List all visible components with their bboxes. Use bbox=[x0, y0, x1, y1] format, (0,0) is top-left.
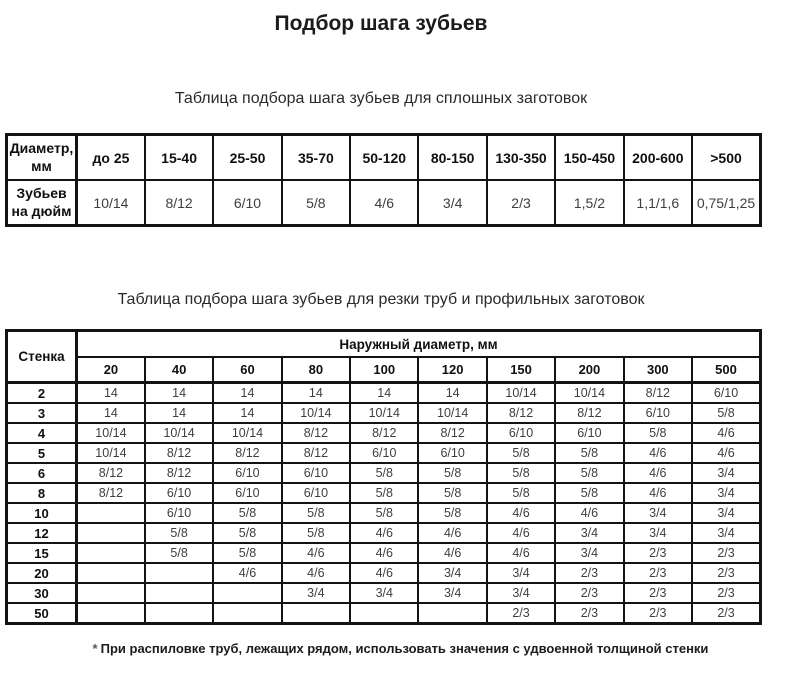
pipe-profile-table bbox=[5, 329, 762, 625]
diameter-column-header: 500 bbox=[692, 357, 760, 383]
diameter-range-header: 25-50 bbox=[213, 135, 281, 181]
pitch-value-cell: 10/14 bbox=[77, 443, 145, 463]
pitch-value-cell: 8/12 bbox=[145, 463, 213, 483]
diameter-range-header: 200-600 bbox=[624, 135, 692, 181]
pitch-value-cell: 8/12 bbox=[418, 423, 486, 443]
diameter-column-header: 150 bbox=[487, 357, 555, 383]
diameter-column-header: 100 bbox=[350, 357, 418, 383]
pitch-value-cell: 8/12 bbox=[282, 423, 350, 443]
tpi-value-row bbox=[7, 180, 761, 226]
wall-thickness-header: 10 bbox=[7, 503, 77, 523]
pitch-value-cell: 2/3 bbox=[692, 583, 760, 603]
pitch-value-cell: 10/14 bbox=[487, 383, 555, 404]
pitch-value-cell: 5/8 bbox=[145, 543, 213, 563]
pitch-value-cell bbox=[77, 503, 145, 523]
table-row bbox=[7, 383, 761, 404]
pitch-value-cell: 14 bbox=[282, 383, 350, 404]
pitch-value-cell: 3/4 bbox=[282, 583, 350, 603]
pitch-value-cell: 10/14 bbox=[77, 423, 145, 443]
diameter-column-header: 40 bbox=[145, 357, 213, 383]
pitch-value-cell: 10/14 bbox=[213, 423, 281, 443]
wall-thickness-header: 30 bbox=[7, 583, 77, 603]
pitch-value-cell: 14 bbox=[213, 383, 281, 404]
pitch-value-cell bbox=[213, 583, 281, 603]
pitch-value-cell bbox=[77, 583, 145, 603]
pitch-value-cell bbox=[77, 523, 145, 543]
pitch-value-cell: 4/6 bbox=[692, 423, 760, 443]
diameter-column-header: 80 bbox=[282, 357, 350, 383]
wall-thickness-header: 50 bbox=[7, 603, 77, 624]
pitch-value-cell: 5/8 bbox=[350, 483, 418, 503]
pitch-value-cell: 10/14 bbox=[282, 403, 350, 423]
pitch-value-cell: 14 bbox=[350, 383, 418, 404]
diameter-range-header: до 25 bbox=[77, 135, 145, 181]
pitch-value-cell: 5/8 bbox=[555, 443, 623, 463]
wall-thickness-header: 15 bbox=[7, 543, 77, 563]
pitch-value-cell: 5/8 bbox=[624, 423, 692, 443]
pitch-value-cell: 2/3 bbox=[624, 543, 692, 563]
pitch-value-cell: 5/8 bbox=[418, 483, 486, 503]
pitch-value-cell: 5/8 bbox=[418, 503, 486, 523]
pitch-value-cell bbox=[145, 603, 213, 624]
pitch-value-cell: 4/6 bbox=[350, 543, 418, 563]
diameter-range-header: 35-70 bbox=[282, 135, 350, 181]
pitch-value-cell: 4/6 bbox=[487, 503, 555, 523]
wall-thickness-header: 12 bbox=[7, 523, 77, 543]
pitch-value-cell: 8/12 bbox=[282, 443, 350, 463]
pitch-value-cell bbox=[77, 603, 145, 624]
pitch-value-cell: 5/8 bbox=[555, 483, 623, 503]
pitch-value-cell: 2/3 bbox=[692, 563, 760, 583]
table-row bbox=[7, 403, 761, 423]
pitch-value-cell: 6/10 bbox=[213, 463, 281, 483]
table-row bbox=[7, 543, 761, 563]
pitch-value-cell: 3/4 bbox=[555, 543, 623, 563]
pitch-value-cell: 6/10 bbox=[418, 443, 486, 463]
pitch-value-cell: 2/3 bbox=[624, 583, 692, 603]
pitch-value-cell: 3/4 bbox=[692, 523, 760, 543]
pitch-value-cell: 2/3 bbox=[692, 603, 760, 624]
pitch-value-cell: 8/12 bbox=[487, 403, 555, 423]
pitch-value-cell: 4/6 bbox=[282, 543, 350, 563]
pipe-table-caption: Таблица подбора шага зубьев для резки труб и профильных заготовок bbox=[117, 291, 645, 308]
tpi-value-cell: 1,1/1,6 bbox=[624, 180, 692, 226]
tpi-value-cell: 8/12 bbox=[145, 180, 213, 226]
pitch-value-cell bbox=[77, 543, 145, 563]
tpi-value-cell: 0,75/1,25 bbox=[692, 180, 760, 226]
diameter-column-header: 60 bbox=[213, 357, 281, 383]
pitch-value-cell: 4/6 bbox=[350, 563, 418, 583]
pitch-value-cell: 2/3 bbox=[624, 563, 692, 583]
group-header-outer-diameter: Наружный диаметр, мм bbox=[77, 331, 761, 358]
tpi-value-cell: 5/8 bbox=[282, 180, 350, 226]
diameter-range-header: 15-40 bbox=[145, 135, 213, 181]
pitch-value-cell bbox=[418, 603, 486, 624]
pitch-value-cell: 4/6 bbox=[555, 503, 623, 523]
pitch-value-cell: 4/6 bbox=[418, 543, 486, 563]
tpi-value-cell: 1,5/2 bbox=[555, 180, 623, 226]
pitch-value-cell: 6/10 bbox=[624, 403, 692, 423]
pitch-value-cell: 8/12 bbox=[213, 443, 281, 463]
table-row bbox=[7, 423, 761, 443]
pitch-value-cell bbox=[213, 603, 281, 624]
pitch-value-cell: 6/10 bbox=[282, 483, 350, 503]
table-row bbox=[7, 583, 761, 603]
pitch-value-cell: 5/8 bbox=[487, 463, 555, 483]
table-row bbox=[7, 443, 761, 463]
table-row bbox=[7, 603, 761, 624]
solid-stock-table bbox=[5, 133, 762, 227]
pitch-value-cell: 5/8 bbox=[350, 503, 418, 523]
pitch-value-cell: 14 bbox=[213, 403, 281, 423]
pitch-value-cell bbox=[145, 583, 213, 603]
wall-thickness-header: 20 bbox=[7, 563, 77, 583]
pitch-value-cell bbox=[145, 563, 213, 583]
pitch-value-cell: 2/3 bbox=[555, 563, 623, 583]
pitch-value-cell bbox=[282, 603, 350, 624]
pitch-value-cell: 8/12 bbox=[350, 423, 418, 443]
diameter-header-row bbox=[7, 135, 761, 181]
diameter-column-header: 120 bbox=[418, 357, 486, 383]
pitch-value-cell: 3/4 bbox=[692, 483, 760, 503]
pipe-table-body bbox=[7, 383, 761, 624]
pitch-value-cell: 3/4 bbox=[624, 503, 692, 523]
diameter-column-header: 300 bbox=[624, 357, 692, 383]
table-row bbox=[7, 483, 761, 503]
tpi-value-cell: 2/3 bbox=[487, 180, 555, 226]
diameter-range-header: 130-350 bbox=[487, 135, 555, 181]
tpi-value-cell: 10/14 bbox=[77, 180, 145, 226]
pitch-value-cell: 5/8 bbox=[487, 443, 555, 463]
pitch-value-cell: 6/10 bbox=[282, 463, 350, 483]
pitch-value-cell: 2/3 bbox=[555, 603, 623, 624]
pitch-value-cell: 10/14 bbox=[145, 423, 213, 443]
pitch-value-cell: 3/4 bbox=[555, 523, 623, 543]
diameter-columns-row bbox=[7, 357, 761, 383]
pitch-value-cell bbox=[77, 563, 145, 583]
pitch-value-cell: 5/8 bbox=[213, 523, 281, 543]
diameter-range-header: 150-450 bbox=[555, 135, 623, 181]
pitch-value-cell: 3/4 bbox=[692, 503, 760, 523]
pitch-value-cell: 3/4 bbox=[624, 523, 692, 543]
pitch-value-cell: 4/6 bbox=[692, 443, 760, 463]
pitch-value-cell: 2/3 bbox=[692, 543, 760, 563]
pitch-value-cell: 6/10 bbox=[350, 443, 418, 463]
pitch-value-cell: 8/12 bbox=[555, 403, 623, 423]
pitch-value-cell: 6/10 bbox=[145, 483, 213, 503]
pitch-value-cell: 3/4 bbox=[487, 563, 555, 583]
pitch-value-cell: 14 bbox=[145, 383, 213, 404]
pitch-value-cell: 4/6 bbox=[624, 463, 692, 483]
pitch-value-cell: 2/3 bbox=[487, 603, 555, 624]
pitch-value-cell: 2/3 bbox=[555, 583, 623, 603]
solid-table-caption: Таблица подбора шага зубьев для сплошных заготовок bbox=[174, 90, 588, 107]
pitch-value-cell: 14 bbox=[418, 383, 486, 404]
table-row bbox=[7, 463, 761, 483]
pitch-value-cell: 3/4 bbox=[487, 583, 555, 603]
pitch-value-cell: 14 bbox=[77, 403, 145, 423]
diameter-range-header: 80-150 bbox=[418, 135, 486, 181]
pitch-value-cell: 4/6 bbox=[624, 483, 692, 503]
wall-thickness-header: 5 bbox=[7, 443, 77, 463]
table-row bbox=[7, 563, 761, 583]
pitch-value-cell: 4/6 bbox=[487, 523, 555, 543]
pitch-value-cell: 5/8 bbox=[213, 503, 281, 523]
tpi-value-cell: 4/6 bbox=[350, 180, 418, 226]
table-row bbox=[7, 503, 761, 523]
tpi-value-cell: 3/4 bbox=[418, 180, 486, 226]
pitch-value-cell: 4/6 bbox=[213, 563, 281, 583]
wall-thickness-header: 2 bbox=[7, 383, 77, 404]
pitch-value-cell: 4/6 bbox=[487, 543, 555, 563]
diameter-range-header: >500 bbox=[692, 135, 760, 181]
diameter-column-header: 20 bbox=[77, 357, 145, 383]
pitch-value-cell: 2/3 bbox=[624, 603, 692, 624]
pitch-value-cell: 6/10 bbox=[487, 423, 555, 443]
pitch-value-cell: 10/14 bbox=[418, 403, 486, 423]
diameter-column-header: 200 bbox=[555, 357, 623, 383]
wall-thickness-header: 3 bbox=[7, 403, 77, 423]
pitch-value-cell: 10/14 bbox=[350, 403, 418, 423]
pitch-value-cell: 4/6 bbox=[624, 443, 692, 463]
pitch-value-cell: 14 bbox=[77, 383, 145, 404]
wall-thickness-header: 6 bbox=[7, 463, 77, 483]
pitch-value-cell: 4/6 bbox=[418, 523, 486, 543]
pitch-value-cell: 3/4 bbox=[692, 463, 760, 483]
pitch-value-cell: 5/8 bbox=[692, 403, 760, 423]
footnote-asterisk: * bbox=[92, 641, 98, 656]
pitch-value-cell: 14 bbox=[145, 403, 213, 423]
pitch-value-cell: 5/8 bbox=[555, 463, 623, 483]
pitch-value-cell bbox=[350, 603, 418, 624]
pitch-value-cell: 3/4 bbox=[350, 583, 418, 603]
table-row bbox=[7, 523, 761, 543]
pitch-value-cell: 5/8 bbox=[418, 463, 486, 483]
pitch-value-cell: 5/8 bbox=[282, 523, 350, 543]
pitch-value-cell: 6/10 bbox=[555, 423, 623, 443]
pitch-value-cell: 5/8 bbox=[282, 503, 350, 523]
pitch-value-cell: 3/4 bbox=[418, 583, 486, 603]
pitch-value-cell: 8/12 bbox=[77, 483, 145, 503]
pitch-value-cell: 5/8 bbox=[145, 523, 213, 543]
pitch-value-cell: 8/12 bbox=[77, 463, 145, 483]
pitch-value-cell: 5/8 bbox=[213, 543, 281, 563]
pitch-value-cell: 6/10 bbox=[213, 483, 281, 503]
page-title: Подбор шага зубьев bbox=[274, 12, 488, 35]
pitch-value-cell: 5/8 bbox=[350, 463, 418, 483]
pitch-value-cell: 6/10 bbox=[692, 383, 760, 404]
pitch-value-cell: 10/14 bbox=[555, 383, 623, 404]
pitch-value-cell: 6/10 bbox=[145, 503, 213, 523]
diameter-range-header: 50-120 bbox=[350, 135, 418, 181]
row-header-tpi: Зубьев на дюйм bbox=[7, 180, 77, 226]
group-header-row bbox=[7, 331, 761, 358]
wall-thickness-header: 4 bbox=[7, 423, 77, 443]
pitch-value-cell: 4/6 bbox=[350, 523, 418, 543]
tpi-value-cell: 6/10 bbox=[213, 180, 281, 226]
footnote bbox=[0, 641, 801, 656]
pitch-value-cell: 5/8 bbox=[487, 483, 555, 503]
wall-thickness-header: 8 bbox=[7, 483, 77, 503]
footnote-text: При распиловке труб, лежащих рядом, использовать значения с удвоенной толщиной стенки bbox=[100, 641, 709, 656]
pitch-value-cell: 4/6 bbox=[282, 563, 350, 583]
pitch-value-cell: 3/4 bbox=[418, 563, 486, 583]
pitch-value-cell: 8/12 bbox=[145, 443, 213, 463]
row-header-diameter: Диаметр, мм bbox=[7, 135, 77, 181]
pitch-value-cell: 8/12 bbox=[624, 383, 692, 404]
corner-header-wall: Стенка bbox=[7, 331, 77, 383]
